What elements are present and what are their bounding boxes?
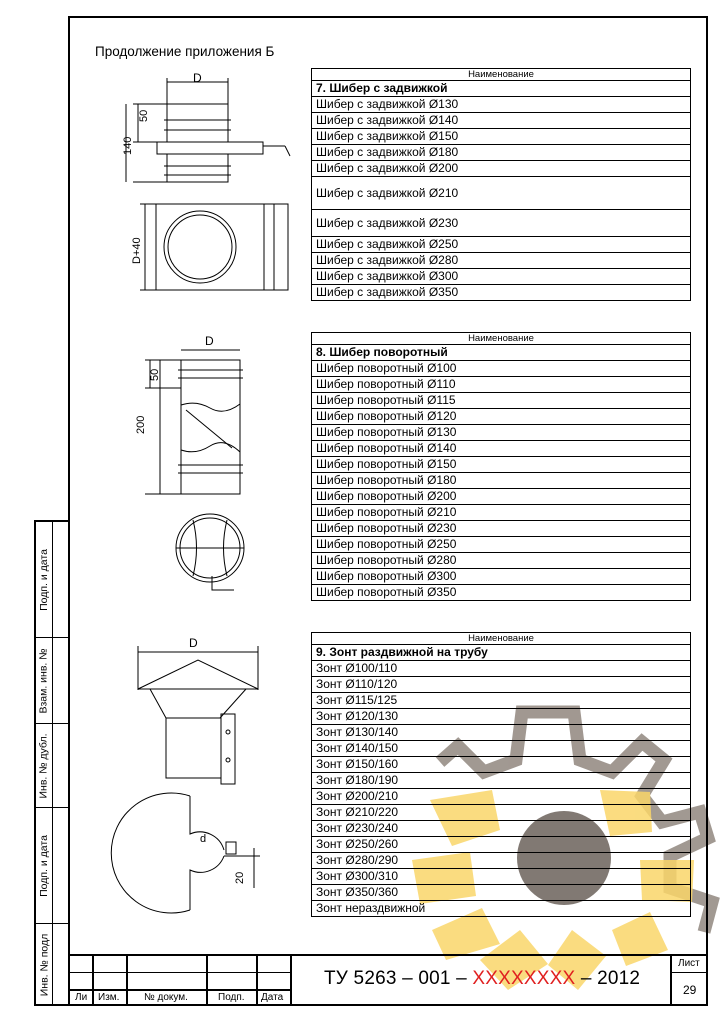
table-row: Шибер с задвижкой Ø130 — [312, 97, 691, 113]
section-title: 9. Зонт раздвижной на трубу — [312, 645, 691, 661]
dim-label: d — [200, 833, 207, 845]
stamp-col-label: № докум. — [144, 992, 188, 1003]
dim-label: 200 — [135, 415, 147, 434]
dim-label: D — [205, 334, 214, 348]
table-row: Шибер поворотный Ø210 — [312, 505, 691, 521]
table-row: Шибер с задвижкой Ø300 — [312, 269, 691, 285]
table-row: Зонт Ø230/240 — [312, 821, 691, 837]
code-placeholder: XXXXXXXX — [472, 968, 576, 989]
table-header: Наименование — [312, 69, 691, 81]
table-row: Шибер поворотный Ø230 — [312, 521, 691, 537]
side-label: Инв. № дубл. — [38, 733, 50, 799]
spec-table-damper-gate — [311, 68, 691, 301]
table-row: Шибер поворотный Ø150 — [312, 457, 691, 473]
table-row: Шибер поворотный Ø250 — [312, 537, 691, 553]
table-row: Зонт Ø150/160 — [312, 757, 691, 773]
table-header: Наименование — [312, 633, 691, 645]
table-row: Шибер с задвижкой Ø350 — [312, 285, 691, 301]
table-row: Шибер с задвижкой Ø280 — [312, 253, 691, 269]
table-row: Зонт Ø200/210 — [312, 789, 691, 805]
stamp-col-label: Изм. — [98, 992, 120, 1003]
table-row: Шибер с задвижкой Ø140 — [312, 113, 691, 129]
table-row: Зонт Ø110/120 — [312, 677, 691, 693]
dim-label: 20 — [234, 871, 246, 884]
table-row: Зонт Ø140/150 — [312, 741, 691, 757]
table-row: Шибер поворотный Ø115 — [312, 393, 691, 409]
section-title: 7. Шибер с задвижкой — [312, 81, 691, 97]
dim-label: 140 — [122, 136, 134, 155]
damper-gate-drawing — [126, 78, 290, 290]
dim-label: 50 — [149, 368, 161, 381]
side-label: Подп. и дата — [38, 549, 51, 611]
table-row: Шибер с задвижкой Ø150 — [312, 129, 691, 145]
stamp-col-label: Дата — [261, 992, 284, 1003]
spec-table-chimney-cap — [311, 632, 691, 917]
stamp-col-label: Подп. — [218, 992, 245, 1003]
table-row: Шибер поворотный Ø140 — [312, 441, 691, 457]
table-row: Шибер поворотный Ø100 — [312, 361, 691, 377]
side-label: Подп. и дата — [38, 835, 51, 897]
side-label: Взам. инв. № — [38, 648, 50, 714]
table-row: Шибер поворотный Ø300 — [312, 569, 691, 585]
table-row: Зонт нераздвижной — [312, 901, 691, 917]
table-row: Шибер поворотный Ø120 — [312, 409, 691, 425]
table-row: Шибер с задвижкой Ø210 — [312, 177, 691, 210]
table-row: Шибер поворотный Ø280 — [312, 553, 691, 569]
table-row: Шибер поворотный Ø200 — [312, 489, 691, 505]
side-label: Инв. № подл — [38, 933, 50, 997]
table-row: Зонт Ø210/220 — [312, 805, 691, 821]
table-row: Шибер поворотный Ø350 — [312, 585, 691, 601]
table-row: Зонт Ø300/310 — [312, 869, 691, 885]
table-row: Зонт Ø115/125 — [312, 693, 691, 709]
table-row: Шибер с задвижкой Ø230 — [312, 210, 691, 237]
spec-table-rotary-damper — [311, 332, 691, 601]
table-row: Зонт Ø180/190 — [312, 773, 691, 789]
table-row: Шибер поворотный Ø130 — [312, 425, 691, 441]
code-suffix: – 2012 — [575, 968, 641, 989]
table-row: Зонт Ø280/290 — [312, 853, 691, 869]
table-row: Зонт Ø350/360 — [312, 885, 691, 901]
table-header: Наименование — [312, 333, 691, 345]
section-title: 8. Шибер поворотный — [312, 345, 691, 361]
dim-label: D — [189, 636, 198, 650]
table-row: Шибер с задвижкой Ø250 — [312, 237, 691, 253]
table-row: Зонт Ø100/110 — [312, 661, 691, 677]
table-row: Шибер поворотный Ø110 — [312, 377, 691, 393]
table-row: Зонт Ø120/130 — [312, 709, 691, 725]
dim-label: D — [193, 71, 202, 85]
rotary-damper-drawing — [145, 350, 244, 590]
code-prefix: ТУ 5263 – 001 – — [324, 968, 473, 989]
sheet-label: Лист — [678, 958, 700, 969]
table-row: Шибер с задвижкой Ø200 — [312, 161, 691, 177]
dim-label: D+40 — [131, 237, 143, 264]
dim-label: 50 — [138, 109, 150, 122]
page-title: Продолжение приложения Б — [95, 44, 275, 59]
table-row: Шибер с задвижкой Ø180 — [312, 145, 691, 161]
table-row: Зонт Ø130/140 — [312, 725, 691, 741]
document-code — [324, 968, 640, 990]
table-row: Зонт Ø250/260 — [312, 837, 691, 853]
table-row: Шибер поворотный Ø180 — [312, 473, 691, 489]
sheet-number: 29 — [683, 983, 697, 997]
stamp-col-label: Ли — [75, 992, 88, 1003]
